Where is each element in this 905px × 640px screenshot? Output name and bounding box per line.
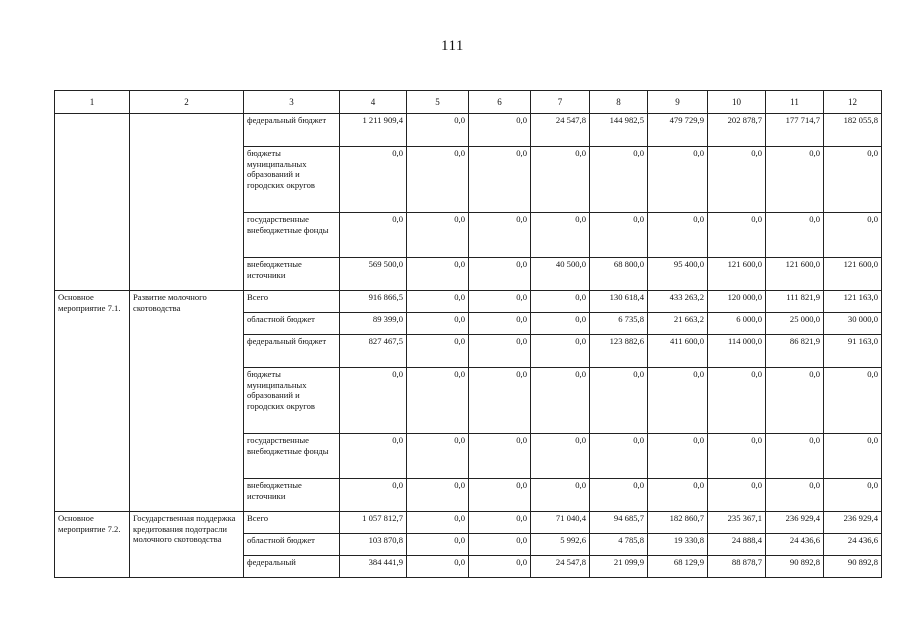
amount-cell: 0,0: [407, 512, 469, 534]
amount-cell: 0,0: [648, 147, 708, 213]
amount-cell: 0,0: [407, 556, 469, 578]
amount-cell: 19 330,8: [648, 534, 708, 556]
amount-cell: 0,0: [407, 335, 469, 368]
funding-source-cell: Всего: [244, 291, 340, 313]
amount-cell: 0,0: [824, 479, 882, 512]
table-row: [55, 512, 882, 534]
amount-cell: 0,0: [407, 213, 469, 258]
amount-cell: 0,0: [590, 479, 648, 512]
measure-code-cell: Основное мероприятие 7.1.: [55, 291, 130, 512]
amount-cell: 0,0: [407, 534, 469, 556]
amount-cell: 0,0: [708, 213, 766, 258]
column-number-header: 8: [590, 91, 648, 114]
amount-cell: 916 866,5: [340, 291, 407, 313]
amount-cell: 25 000,0: [766, 313, 824, 335]
funding-source-cell: внебюджетные источники: [244, 479, 340, 512]
amount-cell: 0,0: [531, 147, 590, 213]
funding-source-cell: государственные внебюджетные фонды: [244, 213, 340, 258]
page-number: 111: [441, 38, 464, 54]
amount-cell: 202 878,7: [708, 114, 766, 147]
amount-cell: 0,0: [469, 147, 531, 213]
amount-cell: 0,0: [469, 556, 531, 578]
amount-cell: 123 882,6: [590, 335, 648, 368]
amount-cell: 111 821,9: [766, 291, 824, 313]
column-number-header: 11: [766, 91, 824, 114]
amount-cell: 103 870,8: [340, 534, 407, 556]
amount-cell: 40 500,0: [531, 258, 590, 291]
amount-cell: 0,0: [766, 147, 824, 213]
amount-cell: 0,0: [648, 479, 708, 512]
amount-cell: 0,0: [469, 368, 531, 434]
amount-cell: 6 735,8: [590, 313, 648, 335]
amount-cell: 0,0: [648, 368, 708, 434]
amount-cell: 71 040,4: [531, 512, 590, 534]
amount-cell: 0,0: [766, 368, 824, 434]
amount-cell: 0,0: [766, 213, 824, 258]
amount-cell: 1 211 909,4: [340, 114, 407, 147]
amount-cell: 0,0: [590, 434, 648, 479]
amount-cell: 89 399,0: [340, 313, 407, 335]
amount-cell: 6 000,0: [708, 313, 766, 335]
amount-cell: 0,0: [407, 291, 469, 313]
amount-cell: 90 892,8: [766, 556, 824, 578]
amount-cell: 88 878,7: [708, 556, 766, 578]
amount-cell: 1 057 812,7: [340, 512, 407, 534]
amount-cell: 114 000,0: [708, 335, 766, 368]
amount-cell: 24 547,8: [531, 114, 590, 147]
amount-cell: 0,0: [407, 114, 469, 147]
funding-source-cell: областной бюджет: [244, 534, 340, 556]
amount-cell: 479 729,9: [648, 114, 708, 147]
amount-cell: 86 821,9: [766, 335, 824, 368]
column-number-header: 4: [340, 91, 407, 114]
budget-table: [54, 90, 882, 578]
amount-cell: 0,0: [340, 147, 407, 213]
funding-source-cell: бюджеты муниципальных образований и городских округов: [244, 368, 340, 434]
column-number-header: 5: [407, 91, 469, 114]
amount-cell: 120 000,0: [708, 291, 766, 313]
measure-code-cell: Основное мероприятие 7.2.: [55, 512, 130, 578]
table-row: [55, 291, 882, 313]
amount-cell: 0,0: [469, 534, 531, 556]
amount-cell: 90 892,8: [824, 556, 882, 578]
amount-cell: 0,0: [340, 434, 407, 479]
amount-cell: 0,0: [407, 147, 469, 213]
amount-cell: 0,0: [407, 434, 469, 479]
amount-cell: 0,0: [531, 479, 590, 512]
amount-cell: 236 929,4: [824, 512, 882, 534]
amount-cell: 94 685,7: [590, 512, 648, 534]
funding-source-cell: областной бюджет: [244, 313, 340, 335]
funding-source-cell: федеральный: [244, 556, 340, 578]
amount-cell: 0,0: [648, 213, 708, 258]
amount-cell: 0,0: [340, 368, 407, 434]
amount-cell: 0,0: [766, 479, 824, 512]
column-number-header: 3: [244, 91, 340, 114]
column-number-header: 6: [469, 91, 531, 114]
table-body: [55, 91, 882, 578]
amount-cell: 121 600,0: [766, 258, 824, 291]
header-row: [55, 91, 882, 114]
amount-cell: 182 055,8: [824, 114, 882, 147]
amount-cell: 68 129,9: [648, 556, 708, 578]
table-row: [55, 114, 882, 147]
amount-cell: 0,0: [531, 213, 590, 258]
amount-cell: 827 467,5: [340, 335, 407, 368]
amount-cell: 68 800,0: [590, 258, 648, 291]
amount-cell: 0,0: [469, 213, 531, 258]
amount-cell: 411 600,0: [648, 335, 708, 368]
amount-cell: 0,0: [708, 479, 766, 512]
amount-cell: 236 929,4: [766, 512, 824, 534]
amount-cell: 433 263,2: [648, 291, 708, 313]
amount-cell: 0,0: [340, 479, 407, 512]
amount-cell: 182 860,7: [648, 512, 708, 534]
amount-cell: 5 992,6: [531, 534, 590, 556]
amount-cell: 0,0: [824, 368, 882, 434]
amount-cell: 0,0: [708, 434, 766, 479]
amount-cell: 0,0: [824, 213, 882, 258]
measure-code-cell: [55, 114, 130, 291]
funding-source-cell: бюджеты муниципальных образований и городских округов: [244, 147, 340, 213]
amount-cell: 0,0: [590, 147, 648, 213]
amount-cell: 121 163,0: [824, 291, 882, 313]
amount-cell: 24 436,6: [766, 534, 824, 556]
amount-cell: 0,0: [531, 368, 590, 434]
amount-cell: 0,0: [708, 147, 766, 213]
amount-cell: 0,0: [469, 291, 531, 313]
column-number-header: 9: [648, 91, 708, 114]
column-number-header: 10: [708, 91, 766, 114]
amount-cell: 4 785,8: [590, 534, 648, 556]
amount-cell: 130 618,4: [590, 291, 648, 313]
column-number-header: 2: [130, 91, 244, 114]
amount-cell: 0,0: [531, 335, 590, 368]
funding-source-cell: федеральный бюджет: [244, 335, 340, 368]
amount-cell: 0,0: [648, 434, 708, 479]
amount-cell: 235 367,1: [708, 512, 766, 534]
funding-source-cell: внебюджетные источники: [244, 258, 340, 291]
amount-cell: 0,0: [407, 258, 469, 291]
amount-cell: 384 441,9: [340, 556, 407, 578]
amount-cell: 0,0: [469, 114, 531, 147]
column-number-header: 7: [531, 91, 590, 114]
amount-cell: 24 547,8: [531, 556, 590, 578]
amount-cell: 0,0: [407, 313, 469, 335]
amount-cell: 21 099,9: [590, 556, 648, 578]
amount-cell: 0,0: [824, 434, 882, 479]
amount-cell: 24 436,6: [824, 534, 882, 556]
column-number-header: 1: [55, 91, 130, 114]
amount-cell: 121 600,0: [708, 258, 766, 291]
amount-cell: 0,0: [407, 368, 469, 434]
amount-cell: 121 600,0: [824, 258, 882, 291]
amount-cell: 0,0: [824, 147, 882, 213]
amount-cell: 0,0: [469, 434, 531, 479]
measure-name-cell: [130, 114, 244, 291]
amount-cell: 0,0: [469, 512, 531, 534]
amount-cell: 0,0: [590, 213, 648, 258]
amount-cell: 0,0: [469, 313, 531, 335]
amount-cell: 569 500,0: [340, 258, 407, 291]
amount-cell: 0,0: [469, 258, 531, 291]
amount-cell: 0,0: [469, 335, 531, 368]
amount-cell: 0,0: [340, 213, 407, 258]
amount-cell: 91 163,0: [824, 335, 882, 368]
amount-cell: 0,0: [531, 434, 590, 479]
amount-cell: 0,0: [407, 479, 469, 512]
amount-cell: 30 000,0: [824, 313, 882, 335]
amount-cell: 0,0: [469, 479, 531, 512]
amount-cell: 177 714,7: [766, 114, 824, 147]
amount-cell: 0,0: [766, 434, 824, 479]
funding-source-cell: Всего: [244, 512, 340, 534]
amount-cell: 0,0: [531, 291, 590, 313]
amount-cell: 24 888,4: [708, 534, 766, 556]
measure-name-cell: Развитие молочного скотоводства: [130, 291, 244, 512]
funding-source-cell: федеральный бюджет: [244, 114, 340, 147]
amount-cell: 95 400,0: [648, 258, 708, 291]
column-number-header: 12: [824, 91, 882, 114]
amount-cell: 0,0: [708, 368, 766, 434]
funding-source-cell: государственные внебюджетные фонды: [244, 434, 340, 479]
amount-cell: 0,0: [590, 368, 648, 434]
amount-cell: 0,0: [531, 313, 590, 335]
amount-cell: 21 663,2: [648, 313, 708, 335]
amount-cell: 144 982,5: [590, 114, 648, 147]
measure-name-cell: Государственная поддержка кредитования подотрасли молочного скотоводства: [130, 512, 244, 578]
